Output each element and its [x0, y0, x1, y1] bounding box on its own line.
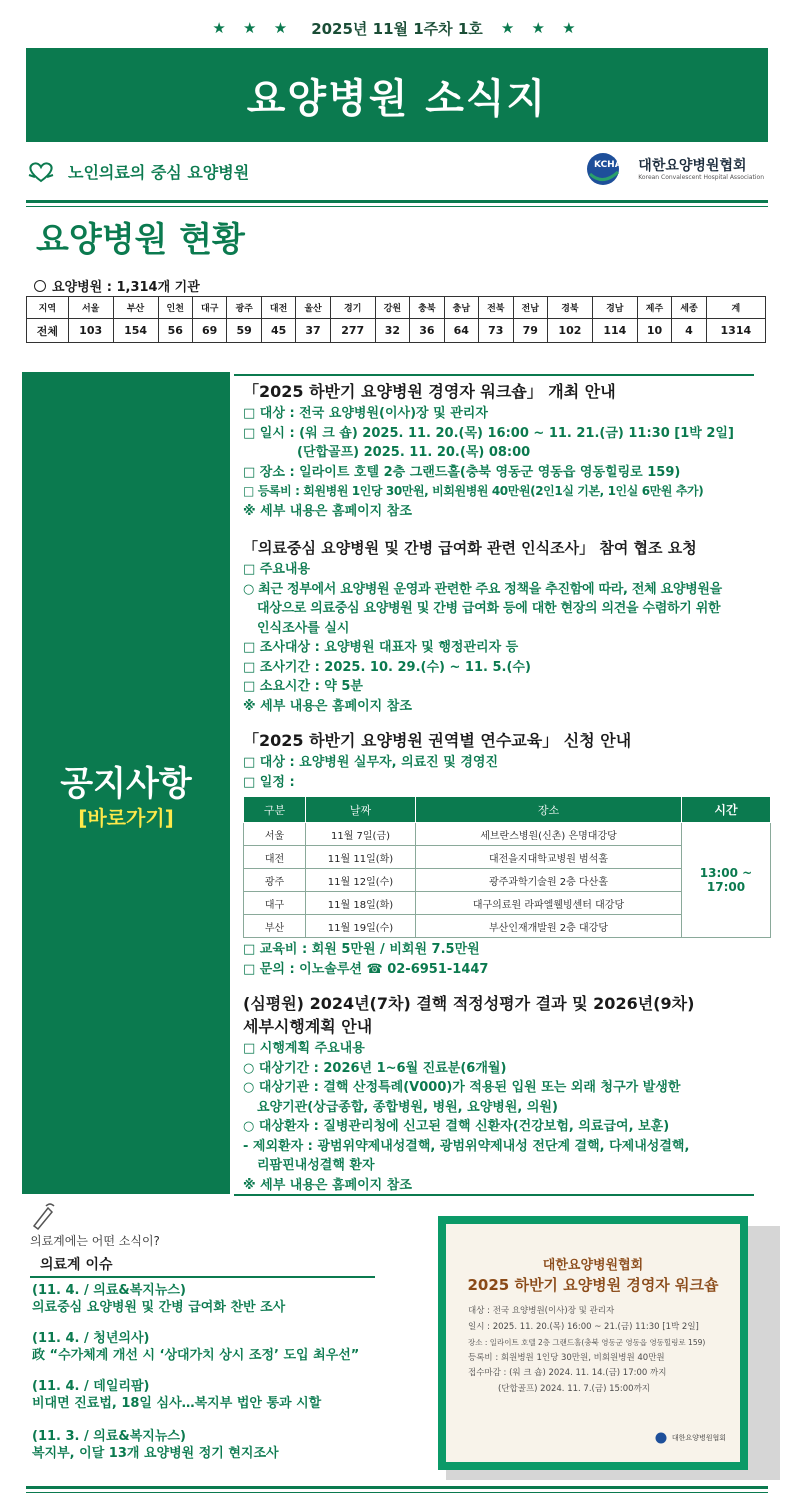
- kcha-logo-icon: [586, 152, 630, 186]
- status-title: 요양병원 현황: [36, 220, 245, 260]
- schedule-region: 대전: [244, 846, 306, 869]
- schedule-venue: 세브란스병원(신촌) 은명대강당: [416, 823, 682, 846]
- region-header-cell: 인천: [158, 297, 192, 319]
- region-header-cell: 충남: [444, 297, 478, 319]
- region-header-cell: 충북: [410, 297, 444, 319]
- poster-org: 대한요양병원협회: [542, 1258, 644, 1273]
- notice-label: 공지사항: [60, 764, 192, 804]
- notice-line: □ 시행계획 주요내용: [243, 1041, 365, 1056]
- notice-line: 대상으로 의료중심 요양병원 및 간병 급여화 등에 대한 현장의 의견을 수렴하기 위한: [257, 601, 721, 616]
- region-value-cell: 79: [513, 319, 547, 343]
- newsletter-title: 요양병원 소식지: [246, 75, 548, 122]
- divider: [26, 200, 768, 203]
- notice-item-title: 「2025 하반기 요양병원 권역별 연수교육」 신청 안내: [243, 731, 632, 750]
- stars-right: ★ ★ ★: [500, 19, 582, 37]
- divider: [30, 1276, 375, 1278]
- region-header-cell: 경남: [592, 297, 637, 319]
- status-count-text: 요양병원 : 1,314개 기관: [52, 280, 200, 295]
- region-header-cell: 계: [706, 297, 765, 319]
- association-logo: [586, 152, 764, 186]
- news-source: (11. 3. / 의료&복지뉴스): [32, 1429, 186, 1444]
- issue-line: [0, 16, 794, 40]
- news-headline: 政 “수가체계 개선 시 ‘상대가치 상시 조정’ 도입 최우선”: [32, 1348, 360, 1363]
- notice-shortcut-link[interactable]: [바로가기]: [78, 806, 174, 830]
- region-header-cell: 강원: [375, 297, 409, 319]
- schedule-region: 대구: [244, 892, 306, 915]
- news-title: 의료계 이슈: [40, 1257, 113, 1273]
- logo-letters: KCHA: [594, 160, 622, 170]
- news-item[interactable]: [32, 1330, 382, 1364]
- region-value-cell: 154: [113, 319, 158, 343]
- notice-line: □ 일정 :: [243, 774, 295, 790]
- region-header-cell: 대전: [261, 297, 295, 319]
- region-value-cell: 전체: [27, 319, 69, 343]
- schedule-date: 11월 19일(수): [306, 915, 416, 938]
- notice-sidebar: [22, 372, 230, 1194]
- schedule-date: 11월 7일(금): [306, 823, 416, 846]
- tagline-group: [26, 160, 249, 183]
- notice-line: □ 등록비 : 회원병원 1인당 30만원, 비회원병원 40만원(2인1실 기본, 1인실 6만원 추가): [243, 484, 704, 498]
- subheader: [26, 150, 768, 198]
- notice-line: □ 조사기간 : 2025. 10. 29.(수) ~ 11. 5.(수): [243, 659, 531, 675]
- region-header-cell: 울산: [296, 297, 330, 319]
- circle-bullet-icon: [34, 280, 46, 292]
- schedule-venue: 대구의료원 라파엘웰빙센터 대강당: [416, 892, 682, 915]
- notice-line: 리팜핀내성결핵 환자: [257, 1158, 375, 1173]
- schedule-date: 11월 11일(화): [306, 846, 416, 869]
- news-item[interactable]: [32, 1428, 382, 1462]
- poster-line: 접수마감 : (워 크 숍) 2024. 11. 14.(금) 17:00 까지: [468, 1368, 667, 1378]
- region-value-cell: 45: [261, 319, 295, 343]
- notice-item-title: 「2025 하반기 요양병원 경영자 워크숍」 개최 안내: [243, 382, 616, 401]
- news-headline: 의료중심 요양병원 및 간병 급여화 찬반 조사: [32, 1300, 286, 1315]
- issue-number: 2025년 11월 1주차 1호: [311, 19, 483, 38]
- schedule-date: 11월 12일(수): [306, 869, 416, 892]
- news-item[interactable]: [32, 1378, 382, 1412]
- divider: [234, 374, 754, 376]
- poster-line: 등록비 : 회원병원 1인당 30만원, 비회원병원 40만원: [468, 1352, 665, 1363]
- divider: [26, 206, 768, 207]
- schedule-header-row: [244, 797, 771, 823]
- region-value-cell: 69: [192, 319, 226, 343]
- schedule-header: 장소: [416, 797, 682, 823]
- poster-body: [446, 1224, 740, 1462]
- association-name-en: Korean Convalescent Hospital Association: [638, 173, 764, 181]
- news-item[interactable]: [32, 1282, 382, 1316]
- news-headline: 복지부, 이달 13개 요양병원 정기 현지조사: [32, 1446, 279, 1461]
- region-header-cell: 대구: [192, 297, 226, 319]
- divider: [234, 1194, 754, 1196]
- schedule-region: 서울: [244, 823, 306, 846]
- region-header-cell: 지역: [27, 297, 69, 319]
- notice-line: 요양기관(상급종합, 종합병원, 병원, 요양병원, 의원): [257, 1099, 558, 1115]
- poster-line: 장소 : 일라이트 호텔 2층 그랜드홀(충북 영동군 영동읍 영동힐링로 159): [468, 1338, 706, 1347]
- schedule-venue: 광주과학기술원 2층 다산홀: [416, 869, 682, 892]
- notice-line: - 제외환자 : 광범위약제내성결핵, 광범위약제내성 전단계 결핵, 다제내성결핵,: [243, 1138, 690, 1154]
- notice-line: ※ 세부 내용은 홈페이지 참조: [243, 503, 412, 519]
- status-count: [34, 276, 200, 295]
- region-header-cell: 경기: [330, 297, 375, 319]
- newsletter-banner: [26, 48, 768, 142]
- schedule-time: 13:00 ~ 17:00: [682, 823, 771, 938]
- news-source: (11. 4. / 청년의사): [32, 1331, 150, 1346]
- notice-line: ※ 세부 내용은 홈페이지 참조: [243, 698, 412, 714]
- notice-line: (단합골프) 2025. 11. 20.(목) 08:00: [297, 445, 531, 460]
- notice-item-training: [243, 730, 783, 979]
- schedule-header: 시간: [682, 797, 771, 823]
- schedule-date: 11월 18일(화): [306, 892, 416, 915]
- region-header-cell: 전남: [513, 297, 547, 319]
- divider: [26, 1486, 768, 1489]
- region-header-cell: 광주: [227, 297, 261, 319]
- association-name: 대한요양병원협회: [638, 157, 747, 174]
- schedule-row: [244, 823, 771, 846]
- news-source: (11. 4. / 의료&복지뉴스): [32, 1283, 186, 1298]
- notice-item-workshop: [243, 381, 783, 521]
- poster-line: 대상 : 전국 요양병원(이사)장 및 관리자: [468, 1306, 615, 1316]
- tagline: 노인의료의 중심 요양병원: [68, 163, 250, 182]
- region-value-cell: 103: [68, 319, 113, 343]
- notice-line: ○ 대상기관 : 결핵 산정특례(V000)가 적용된 입원 또는 외래 청구가 발생한: [243, 1080, 681, 1095]
- notice-item-title: (심평원) 2024년(7차) 결핵 적정성평가 결과 및 2026년(9차): [243, 994, 695, 1013]
- region-value-cell: 56: [158, 319, 192, 343]
- poster-line: (단합골프) 2024. 11. 7.(금) 15:00까지: [498, 1383, 651, 1394]
- schedule-header: 구분: [244, 797, 306, 823]
- region-value-cell: 10: [637, 319, 671, 343]
- notice-item-tb-evaluation: [243, 993, 783, 1195]
- notice-line: □ 주요내용: [243, 562, 311, 577]
- schedule-venue: 부산인재개발원 2층 대강당: [416, 915, 682, 938]
- region-value-row: [27, 319, 766, 343]
- region-value-cell: 36: [410, 319, 444, 343]
- notice-line: ○ 대상환자 : 질병관리청에 신고된 결핵 신환자(건강보험, 의료급여, 보훈): [243, 1119, 670, 1134]
- schedule-header: 날짜: [306, 797, 416, 823]
- notice-line: □ 대상 : 전국 요양병원(이사)장 및 관리자: [243, 406, 488, 421]
- news-source: (11. 4. / 데일리팜): [32, 1379, 150, 1394]
- notice-line: □ 대상 : 요양병원 실무자, 의료진 및 경영진: [243, 755, 499, 770]
- poster-logo: [655, 1432, 726, 1444]
- pen-icon: [30, 1202, 56, 1230]
- schedule-region: 광주: [244, 869, 306, 892]
- workshop-poster[interactable]: [438, 1216, 748, 1470]
- region-value-cell: 1314: [706, 319, 765, 343]
- notice-item-survey: [243, 537, 783, 716]
- notice-line: □ 장소 : 일라이트 호텔 2층 그랜드홀(충북 영동군 영동읍 영동힐링로 159): [243, 464, 681, 480]
- poster-info: [468, 1304, 705, 1397]
- region-value-cell: 32: [375, 319, 409, 343]
- region-value-cell: 59: [227, 319, 261, 343]
- region-value-cell: 73: [479, 319, 513, 343]
- region-value-cell: 114: [592, 319, 637, 343]
- region-value-cell: 37: [296, 319, 330, 343]
- notice-item-title-line2: 세부시행계획 안내: [243, 1017, 373, 1036]
- region-value-cell: 64: [444, 319, 478, 343]
- region-header-cell: 전북: [479, 297, 513, 319]
- region-header-cell: 부산: [113, 297, 158, 319]
- region-value-cell: 277: [330, 319, 375, 343]
- region-value-cell: 102: [547, 319, 592, 343]
- notice-line: □ 교육비 : 회원 5만원 / 비회원 7.5만원: [243, 942, 480, 957]
- notice-item-title: 「의료중심 요양병원 및 간병 급여화 관련 인식조사」 참여 협조 요청: [243, 539, 697, 557]
- region-header-cell: 서울: [68, 297, 113, 319]
- region-header-row: [27, 297, 766, 319]
- notice-line: ○ 최근 정부에서 요양병원 운영과 관련한 주요 정책을 추진함에 따라, 전체 요양병원을: [243, 581, 722, 597]
- notice-line: 인식조사를 실시: [257, 620, 350, 636]
- region-value-cell: 4: [672, 319, 706, 343]
- stars-left: ★ ★ ★: [212, 19, 294, 37]
- schedule-region: 부산: [244, 915, 306, 938]
- poster-title: 2025 하반기 요양병원 경영자 워크숍: [467, 1276, 719, 1294]
- poster-line: 일시 : 2025. 11. 20.(목) 16:00 ~ 21.(금) 11:30 [1박 2일]: [468, 1321, 699, 1332]
- region-header-cell: 제주: [637, 297, 671, 319]
- notice-line: □ 문의 : 이노솔루션 ☎ 02-6951-1447: [243, 961, 489, 977]
- training-schedule-table: [243, 796, 771, 938]
- notice-line: ※ 세부 내용은 홈페이지 참조: [243, 1177, 412, 1193]
- news-question: 의료계에는 어떤 소식이?: [30, 1234, 160, 1248]
- heart-hands-icon: [26, 161, 56, 183]
- poster-logo-text: 대한요양병원협회: [671, 1434, 726, 1442]
- region-header-cell: 세종: [672, 297, 706, 319]
- kcha-logo-icon: [655, 1432, 669, 1444]
- region-header-cell: 경북: [547, 297, 592, 319]
- notice-line: □ 일시 : (워 크 숍) 2025. 11. 20.(목) 16:00 ~ 11. 21.(금) 11:30 [1박 2일]: [243, 425, 734, 441]
- notice-line: ○ 대상기간 : 2026년 1~6월 진료분(6개월): [243, 1060, 507, 1076]
- schedule-venue: 대전을지대학교병원 범석홀: [416, 846, 682, 869]
- notice-line: □ 조사대상 : 요양병원 대표자 및 행정관리자 등: [243, 640, 519, 655]
- region-table: [26, 296, 766, 343]
- news-headline: 비대면 진료법, 18일 심사…복지부 법안 통과 시할: [32, 1396, 322, 1411]
- divider: [26, 1492, 768, 1493]
- notice-line: □ 소요시간 : 약 5분: [243, 679, 363, 694]
